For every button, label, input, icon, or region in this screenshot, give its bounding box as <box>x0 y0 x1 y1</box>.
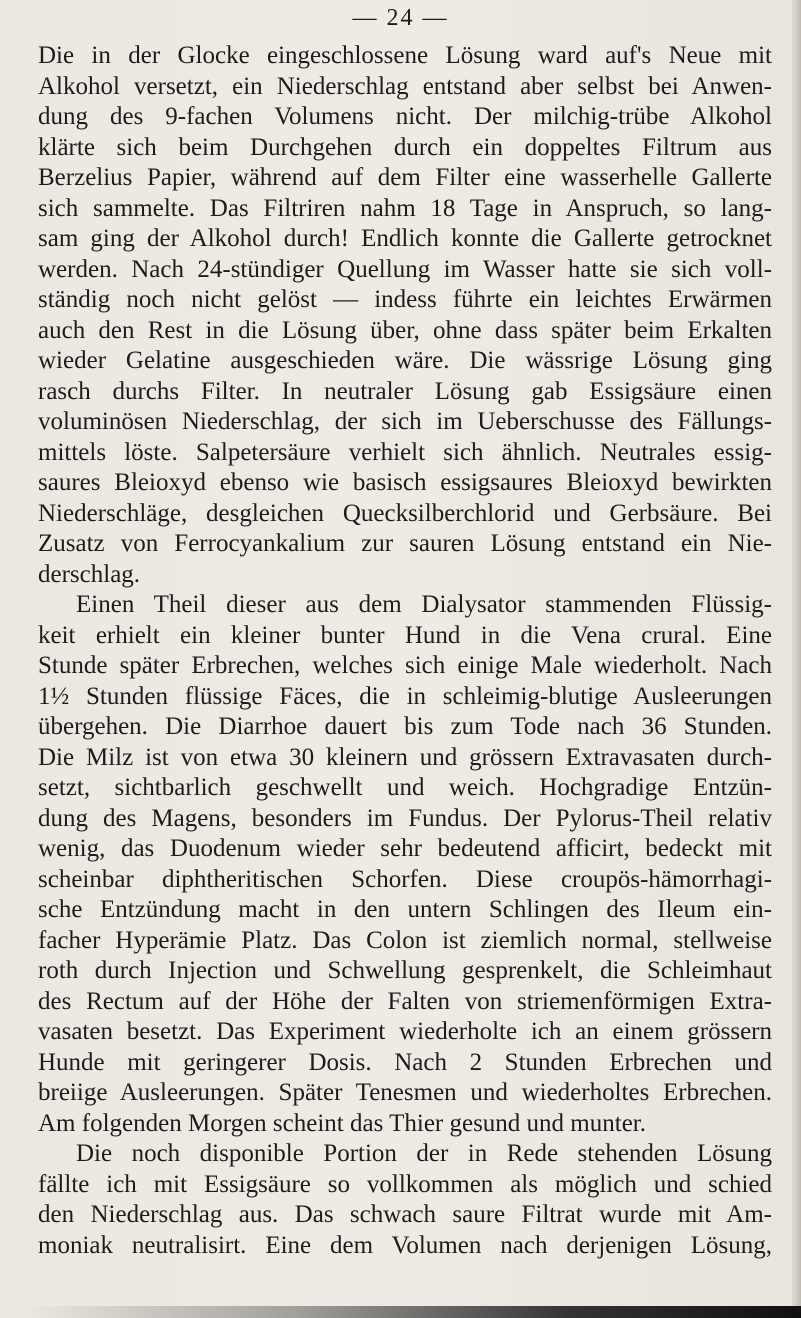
text-line: werden. Nach 24-stündiger Quellung im Wasser hatte sie sich voll- <box>38 255 772 283</box>
text-line: sich sammelte. Das Filtriren nahm 18 Tage in Anspruch, so lang- <box>38 194 772 222</box>
text-line: facher Hyperämie Platz. Das Colon ist ziemlich normal, stellweise <box>38 926 772 954</box>
text-line: rasch durchs Filter. In neutraler Lösung gab Essigsäure einen <box>38 377 772 405</box>
page-edge-shadow <box>792 0 801 1318</box>
text-line: roth durch Injection und Schwellung gesprenkelt, die Schleimhaut <box>38 957 772 984</box>
text-line: vasaten besetzt. Das Experiment wiederholte ich an einem grössern <box>38 1018 772 1045</box>
text-line: mittels löste. Salpetersäure verhielt sich ähnlich. Neutrales essig- <box>38 438 772 466</box>
text-line: setzt, sichtbarlich geschwellt und weich. Hochgradige Entzün- <box>38 774 772 801</box>
text-line: wieder Gelatine ausgeschieden wäre. Die wässrige Lösung ging <box>38 347 772 374</box>
text-line: des Rectum auf der Höhe der Falten von striemenförmigen Extra- <box>38 987 772 1015</box>
text-line: dung des 9-fachen Volumens nicht. Der milchig-trübe Alkohol <box>38 103 772 130</box>
text-line: breiige Ausleerungen. Später Tenesmen und wiederholtes Erbrechen. <box>38 1079 772 1106</box>
text-line: den Niederschlag aus. Das schwach saure Filtrat wurde mit Am- <box>38 1201 772 1228</box>
text-line: fällte ich mit Essigsäure so vollkommen als möglich und schied <box>38 1170 772 1198</box>
text-line: Einen Theil dieser aus dem Dialysator stammenden Flüssig- <box>76 591 772 618</box>
text-line: derschlag. <box>38 560 141 588</box>
text-line: Alkohol versetzt, ein Niederschlag entstand aber selbst bei Anwen- <box>38 72 772 100</box>
text-line: Niederschläge, desgleichen Quecksilberchlorid und Gerbsäure. Bei <box>38 499 772 527</box>
text-line: Berzelius Papier, während auf dem Filter eine wasserhelle Gallerte <box>38 164 772 191</box>
text-line: wenig, das Duodenum wieder sehr bedeutend afficirt, bedeckt mit <box>38 835 772 862</box>
text-line: saures Bleioxyd ebenso wie basisch essigsaures Bleioxyd bewirkten <box>38 469 772 496</box>
text-line: Hunde mit geringerer Dosis. Nach 2 Stunden Erbrechen und <box>38 1048 772 1076</box>
text-line: klärte sich beim Durchgehen durch ein doppeltes Filtrum aus <box>38 133 772 161</box>
text-line: Die noch disponible Portion der in Rede stehenden Lösung <box>76 1140 772 1167</box>
text-line: Zusatz von Ferrocyankalium zur sauren Lösung entstand ein Nie- <box>38 530 772 557</box>
page-number: — 24 — <box>352 5 449 31</box>
text-line: auch den Rest in die Lösung über, ohne dass später beim Erkalten <box>38 316 772 344</box>
text-line: moniak neutralisirt. Eine dem Volumen nach derjenigen Lösung, <box>38 1231 772 1259</box>
text-line: Stunde später Erbrechen, welches sich einige Male wiederholt. Nach <box>38 652 772 679</box>
text-line: Die Milz ist von etwa 30 kleinern und grössern Extravasaten durch- <box>38 743 772 771</box>
text-line: übergehen. Die Diarrhoe dauert bis zum Tode nach 36 Stunden. <box>38 713 772 740</box>
body-text <box>38 41 772 1261</box>
text-line: scheinbar diphtheritischen Schorfen. Diese croupös-hämorrhagi- <box>38 865 772 893</box>
text-line: ständig noch nicht gelöst — indess führte ein leichtes Erwärmen <box>38 286 772 313</box>
text-line: voluminösen Niederschlag, der sich im Ueberschusse des Fällungs- <box>38 408 772 435</box>
text-line: Am folgenden Morgen scheint das Thier gesund und munter. <box>38 1109 646 1137</box>
scan-bottom-edge <box>25 1306 801 1318</box>
text-line: Die in der Glocke eingeschlossene Lösung ward auf's Neue mit <box>38 42 772 69</box>
text-line: dung des Magens, besonders im Fundus. Der Pylorus-Theil relativ <box>38 804 772 832</box>
text-line: sam ging der Alkohol durch! Endlich konnte die Gallerte getrocknet <box>38 225 772 252</box>
text-line: sche Entzündung macht in den untern Schlingen des Ileum ein- <box>38 896 772 923</box>
text-line: keit erhielt ein kleiner bunter Hund in die Vena crural. Eine <box>38 621 772 649</box>
text-line: 1½ Stunden flüssige Fäces, die in schleimig-blutige Ausleerungen <box>38 682 772 710</box>
